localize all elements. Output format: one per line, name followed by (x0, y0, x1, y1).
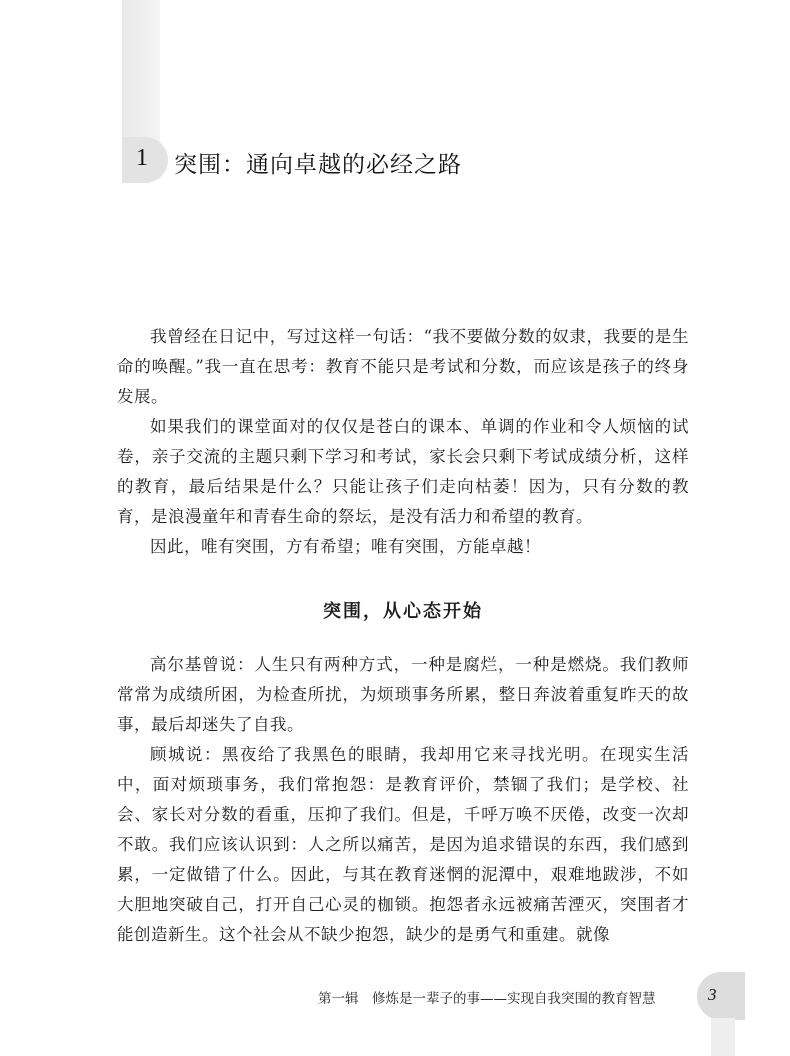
paragraph: 高尔基曾说：人生只有两种方式，一种是腐烂，一种是燃烧。我们教师常常为成绩所困，为检查所扰，为烦琐事务所累，整日奔波着重复昨天的故事，最后却迷失了自我。 (117, 655, 689, 734)
chapter-number: 1 (136, 145, 148, 171)
chapter-header (122, 137, 722, 187)
page-number: 3 (708, 985, 717, 1004)
paragraph: 我曾经在日记中，写过这样一句话：“我不要做分数的奴隶，我要的是生命的唤醒。”我一直在思考：教育不能只是考试和分数，而应该是孩子的终身发展。 (117, 327, 689, 406)
bottom-decorative-band (711, 1018, 735, 1056)
paragraph: 因此，唯有突围，方有希望；唯有突围，方能卓越！ (150, 537, 541, 556)
top-decorative-band (122, 0, 160, 150)
paragraph: 顾城说：黑夜给了我黑色的眼睛，我却用它来寻找光明。在现实生活中，面对烦琐事务，我们常抱怨：是教育评价，禁锢了我们；是学校、社会、家长对分数的看重，压抑了我们。但是，千呼万唤不厌倦，改变一次却不敢。我们应该认识到：人之所以痛苦，是因为追求错误的东西，我们感到累，一定做错了什么。因此，与其在教育迷惘的泥潭中，艰难地跋涉，不如大胆地突破自己，打开自己心灵的枷锁。抱怨者永远被痛苦湮灭，突围者才能创造新生。这个社会从不缺少抱怨，缺少的是勇气和重建。就像 (117, 745, 689, 944)
page-number-tab (697, 972, 745, 1020)
running-footer: 第一辑 修炼是一辈子的事——实现自我突围的教育智慧 (318, 991, 656, 1007)
intro-text-block (117, 322, 689, 562)
section-text-block (117, 650, 689, 950)
chapter-title: 突围：通向卓越的必经之路 (174, 152, 462, 178)
section-heading: 突围，从心态开始 (323, 601, 483, 622)
paragraph: 如果我们的课堂面对的仅仅是苍白的课本、单调的作业和令人烦恼的试卷，亲子交流的主题只剩下学习和考试，家长会只剩下考试成绩分析，这样的教育，最后结果是什么？只能让孩子们走向枯萎！因为，只有分数的教育，是浪漫童年和青春生命的祭坛，是没有活力和希望的教育。 (117, 417, 689, 526)
